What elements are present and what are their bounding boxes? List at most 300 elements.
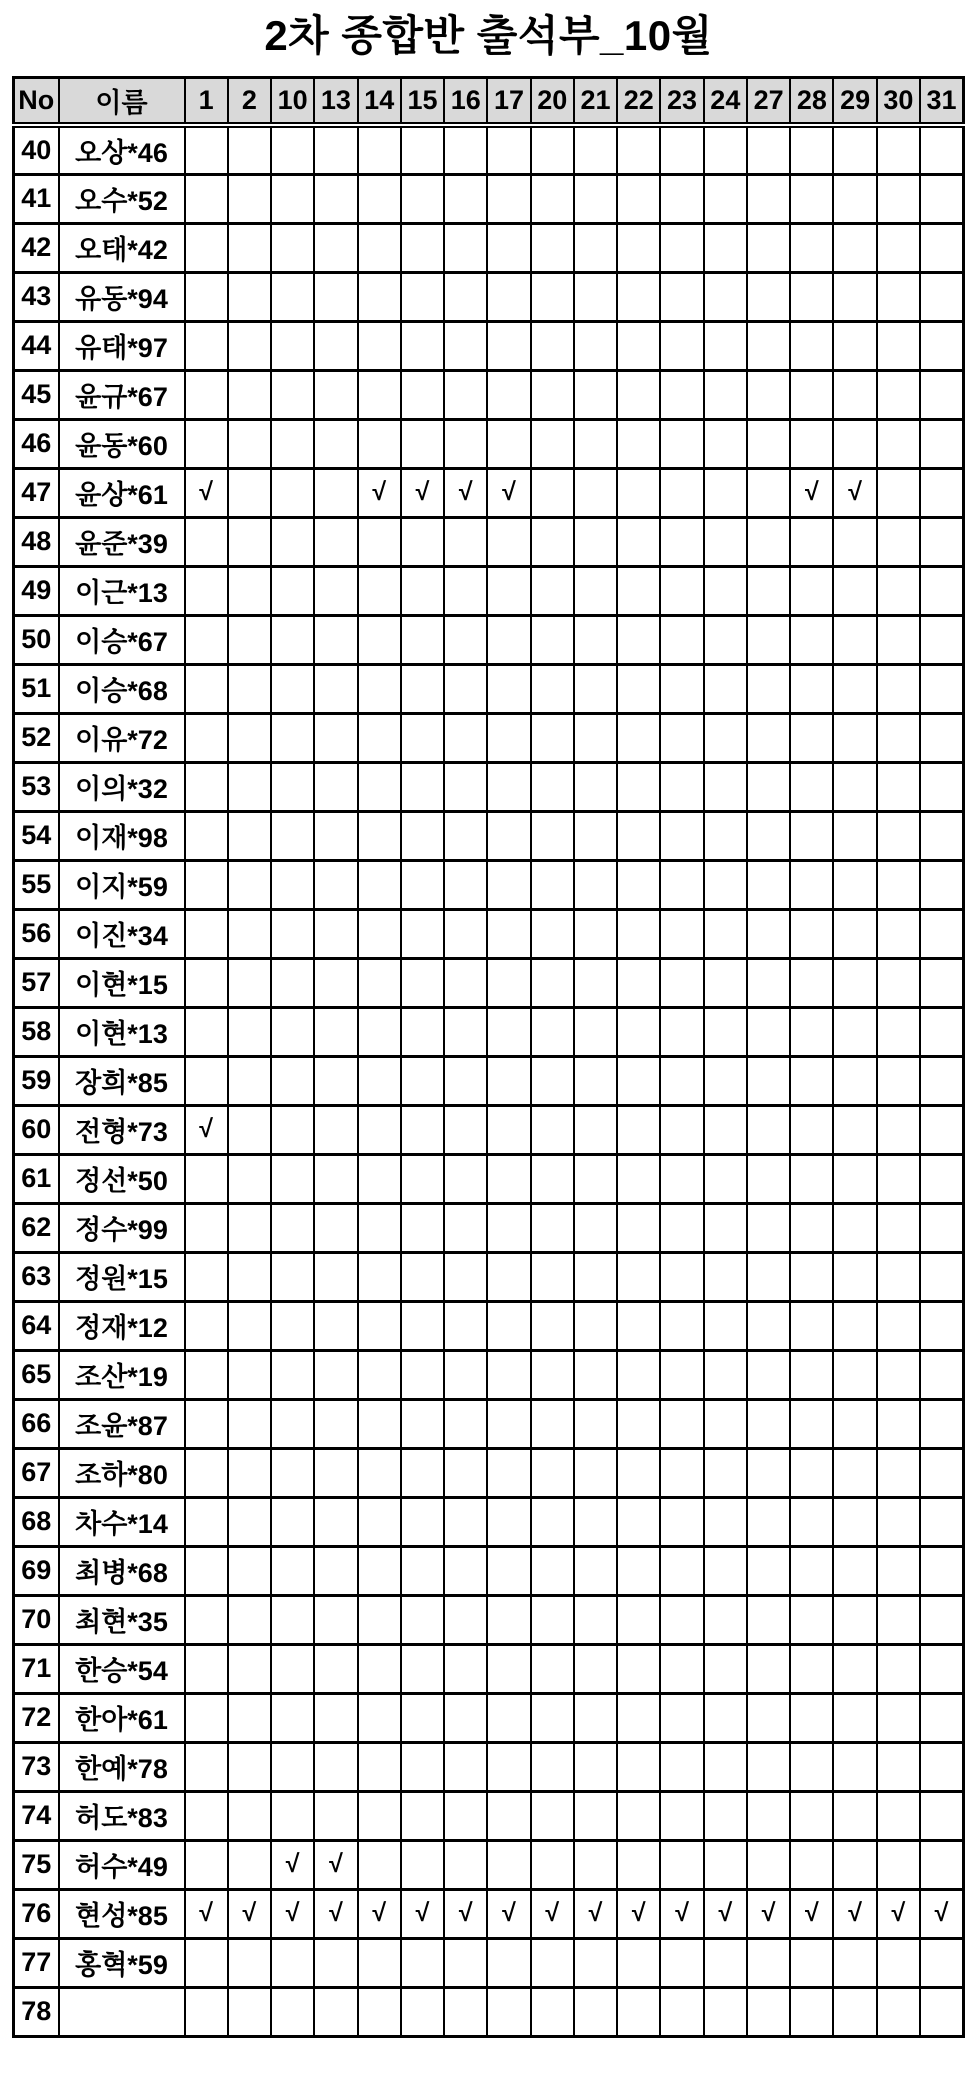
page-title: 2차 종합반 출석부_10월 <box>264 12 713 59</box>
attendance-empty-cell <box>185 1546 228 1595</box>
attendance-empty-cell <box>920 1007 963 1056</box>
attendance-empty-cell <box>185 811 228 860</box>
attendance-empty-cell <box>487 1350 530 1399</box>
attendance-empty-cell <box>358 958 401 1007</box>
attendance-empty-cell <box>574 1595 617 1644</box>
attendance-empty-cell <box>271 1056 314 1105</box>
attendance-empty-cell <box>401 1007 444 1056</box>
date-column-header: 1 <box>185 77 228 125</box>
table-row <box>14 1301 964 1350</box>
attendance-empty-cell <box>747 1742 790 1791</box>
attendance-empty-cell <box>660 1105 703 1154</box>
table-row <box>14 1791 964 1840</box>
table-row <box>14 1644 964 1693</box>
attendance-empty-cell <box>401 125 444 174</box>
attendance-empty-cell <box>704 1546 747 1595</box>
attendance-empty-cell <box>358 1203 401 1252</box>
attendance-empty-cell <box>877 909 920 958</box>
attendance-empty-cell <box>531 909 574 958</box>
attendance-check-mark: √ <box>704 1889 747 1938</box>
attendance-empty-cell <box>531 958 574 1007</box>
student-name-cell: 윤상*61 <box>59 468 185 517</box>
attendance-empty-cell <box>877 1399 920 1448</box>
attendance-empty-cell <box>444 664 487 713</box>
attendance-empty-cell <box>617 664 660 713</box>
student-name-cell: 이현*15 <box>59 958 185 1007</box>
attendance-empty-cell <box>185 419 228 468</box>
table-row <box>14 1938 964 1987</box>
attendance-empty-cell <box>747 1791 790 1840</box>
attendance-empty-cell <box>660 1497 703 1546</box>
attendance-empty-cell <box>358 664 401 713</box>
attendance-empty-cell <box>271 1154 314 1203</box>
date-column-header: 31 <box>920 77 963 125</box>
attendance-empty-cell <box>487 664 530 713</box>
attendance-empty-cell <box>401 370 444 419</box>
attendance-empty-cell <box>704 125 747 174</box>
attendance-empty-cell <box>228 811 271 860</box>
attendance-empty-cell <box>271 1497 314 1546</box>
attendance-empty-cell <box>747 909 790 958</box>
attendance-table-header <box>14 77 964 125</box>
attendance-empty-cell <box>401 713 444 762</box>
attendance-empty-cell <box>617 1595 660 1644</box>
student-name-cell: 이현*13 <box>59 1007 185 1056</box>
attendance-empty-cell <box>574 1497 617 1546</box>
attendance-empty-cell <box>228 762 271 811</box>
attendance-empty-cell <box>790 517 833 566</box>
attendance-empty-cell <box>444 566 487 615</box>
attendance-empty-cell <box>704 615 747 664</box>
attendance-check-mark: √ <box>358 1889 401 1938</box>
attendance-empty-cell <box>617 1203 660 1252</box>
attendance-empty-cell <box>271 370 314 419</box>
attendance-empty-cell <box>487 1938 530 1987</box>
attendance-empty-cell <box>228 1840 271 1889</box>
attendance-empty-cell <box>660 1448 703 1497</box>
attendance-empty-cell <box>271 1399 314 1448</box>
attendance-empty-cell <box>531 321 574 370</box>
attendance-empty-cell <box>704 223 747 272</box>
attendance-empty-cell <box>487 860 530 909</box>
table-row <box>14 174 964 223</box>
table-row <box>14 321 964 370</box>
attendance-empty-cell <box>228 174 271 223</box>
attendance-empty-cell <box>574 713 617 762</box>
attendance-empty-cell <box>704 860 747 909</box>
attendance-empty-cell <box>185 517 228 566</box>
attendance-empty-cell <box>660 1252 703 1301</box>
attendance-empty-cell <box>833 811 876 860</box>
row-number-cell: 48 <box>14 517 59 566</box>
table-row <box>14 566 964 615</box>
student-name-cell: 조산*19 <box>59 1350 185 1399</box>
attendance-empty-cell <box>877 1595 920 1644</box>
attendance-empty-cell <box>574 1546 617 1595</box>
attendance-empty-cell <box>314 1105 357 1154</box>
attendance-check-mark: √ <box>833 1889 876 1938</box>
attendance-empty-cell <box>185 713 228 762</box>
attendance-empty-cell <box>358 517 401 566</box>
attendance-check-mark: √ <box>401 468 444 517</box>
attendance-empty-cell <box>790 1203 833 1252</box>
attendance-empty-cell <box>660 1840 703 1889</box>
attendance-empty-cell <box>531 713 574 762</box>
attendance-empty-cell <box>185 1154 228 1203</box>
attendance-empty-cell <box>314 566 357 615</box>
table-row <box>14 1840 964 1889</box>
table-row <box>14 1056 964 1105</box>
date-column-header: 16 <box>444 77 487 125</box>
attendance-empty-cell <box>877 1742 920 1791</box>
attendance-empty-cell <box>574 321 617 370</box>
attendance-empty-cell <box>487 370 530 419</box>
attendance-check-mark: √ <box>487 1889 530 1938</box>
attendance-empty-cell <box>833 272 876 321</box>
table-row <box>14 1497 964 1546</box>
attendance-empty-cell <box>228 1742 271 1791</box>
attendance-empty-cell <box>401 321 444 370</box>
attendance-empty-cell <box>660 1742 703 1791</box>
attendance-empty-cell <box>185 1301 228 1350</box>
attendance-empty-cell <box>617 1007 660 1056</box>
attendance-empty-cell <box>877 223 920 272</box>
attendance-empty-cell <box>660 1350 703 1399</box>
attendance-empty-cell <box>833 909 876 958</box>
attendance-empty-cell <box>920 272 963 321</box>
table-row <box>14 1889 964 1938</box>
attendance-empty-cell <box>531 125 574 174</box>
row-number-cell: 49 <box>14 566 59 615</box>
attendance-empty-cell <box>704 1595 747 1644</box>
attendance-empty-cell <box>877 419 920 468</box>
attendance-empty-cell <box>877 1693 920 1742</box>
attendance-empty-cell <box>747 1448 790 1497</box>
student-name-cell: 현성*85 <box>59 1889 185 1938</box>
attendance-empty-cell <box>228 517 271 566</box>
attendance-empty-cell <box>444 321 487 370</box>
attendance-empty-cell <box>704 958 747 1007</box>
attendance-empty-cell <box>271 1301 314 1350</box>
attendance-empty-cell <box>790 1546 833 1595</box>
attendance-empty-cell <box>487 615 530 664</box>
attendance-empty-cell <box>271 615 314 664</box>
attendance-check-mark: √ <box>271 1889 314 1938</box>
attendance-empty-cell <box>185 664 228 713</box>
attendance-empty-cell <box>401 1350 444 1399</box>
attendance-empty-cell <box>271 272 314 321</box>
attendance-empty-cell <box>185 223 228 272</box>
attendance-empty-cell <box>920 1497 963 1546</box>
attendance-empty-cell <box>531 615 574 664</box>
attendance-empty-cell <box>747 1987 790 2036</box>
row-number-cell: 59 <box>14 1056 59 1105</box>
row-number-cell: 66 <box>14 1399 59 1448</box>
attendance-empty-cell <box>487 1105 530 1154</box>
attendance-empty-cell <box>833 517 876 566</box>
table-row <box>14 370 964 419</box>
attendance-empty-cell <box>574 1154 617 1203</box>
attendance-empty-cell <box>704 1693 747 1742</box>
row-number-cell: 57 <box>14 958 59 1007</box>
attendance-empty-cell <box>487 1448 530 1497</box>
attendance-empty-cell <box>704 1497 747 1546</box>
attendance-empty-cell <box>833 1938 876 1987</box>
attendance-empty-cell <box>833 1203 876 1252</box>
attendance-empty-cell <box>185 370 228 419</box>
attendance-empty-cell <box>531 1546 574 1595</box>
attendance-empty-cell <box>920 321 963 370</box>
attendance-empty-cell <box>747 713 790 762</box>
attendance-empty-cell <box>920 1056 963 1105</box>
attendance-empty-cell <box>877 615 920 664</box>
row-number-cell: 72 <box>14 1693 59 1742</box>
attendance-empty-cell <box>487 958 530 1007</box>
attendance-empty-cell <box>185 1644 228 1693</box>
attendance-check-mark: √ <box>401 1889 444 1938</box>
attendance-empty-cell <box>185 909 228 958</box>
attendance-empty-cell <box>704 1448 747 1497</box>
attendance-empty-cell <box>444 1252 487 1301</box>
table-row <box>14 1595 964 1644</box>
attendance-empty-cell <box>660 1987 703 2036</box>
attendance-empty-cell <box>401 1546 444 1595</box>
row-number-cell: 43 <box>14 272 59 321</box>
attendance-empty-cell <box>790 1644 833 1693</box>
attendance-empty-cell <box>877 860 920 909</box>
attendance-empty-cell <box>747 1203 790 1252</box>
attendance-empty-cell <box>228 1350 271 1399</box>
attendance-empty-cell <box>660 174 703 223</box>
attendance-empty-cell <box>920 1938 963 1987</box>
attendance-empty-cell <box>358 762 401 811</box>
attendance-empty-cell <box>531 1056 574 1105</box>
attendance-empty-cell <box>314 1007 357 1056</box>
attendance-check-mark: √ <box>185 468 228 517</box>
attendance-empty-cell <box>833 174 876 223</box>
attendance-empty-cell <box>660 1301 703 1350</box>
attendance-empty-cell <box>747 860 790 909</box>
attendance-check-mark: √ <box>531 1889 574 1938</box>
attendance-empty-cell <box>747 762 790 811</box>
attendance-empty-cell <box>833 1840 876 1889</box>
attendance-empty-cell <box>487 272 530 321</box>
attendance-empty-cell <box>920 1987 963 2036</box>
attendance-check-mark: √ <box>790 468 833 517</box>
attendance-empty-cell <box>877 1105 920 1154</box>
attendance-empty-cell <box>444 1350 487 1399</box>
attendance-empty-cell <box>271 468 314 517</box>
attendance-empty-cell <box>314 1056 357 1105</box>
attendance-empty-cell <box>574 1056 617 1105</box>
attendance-empty-cell <box>487 811 530 860</box>
row-number-cell: 56 <box>14 909 59 958</box>
attendance-empty-cell <box>660 272 703 321</box>
attendance-empty-cell <box>833 1399 876 1448</box>
attendance-empty-cell <box>228 615 271 664</box>
attendance-empty-cell <box>920 909 963 958</box>
table-row <box>14 1399 964 1448</box>
attendance-empty-cell <box>358 419 401 468</box>
attendance-empty-cell <box>747 1840 790 1889</box>
attendance-empty-cell <box>314 762 357 811</box>
attendance-empty-cell <box>401 566 444 615</box>
attendance-empty-cell <box>574 223 617 272</box>
attendance-empty-cell <box>833 1693 876 1742</box>
date-column-header: 14 <box>358 77 401 125</box>
attendance-empty-cell <box>228 1056 271 1105</box>
attendance-empty-cell <box>877 1644 920 1693</box>
attendance-empty-cell <box>704 811 747 860</box>
attendance-empty-cell <box>747 468 790 517</box>
date-column-header: 24 <box>704 77 747 125</box>
row-number-cell: 41 <box>14 174 59 223</box>
attendance-empty-cell <box>833 370 876 419</box>
date-column-header: 13 <box>314 77 357 125</box>
attendance-check-mark: √ <box>185 1889 228 1938</box>
attendance-empty-cell <box>877 468 920 517</box>
attendance-empty-cell <box>877 370 920 419</box>
row-number-cell: 78 <box>14 1987 59 2036</box>
attendance-empty-cell <box>444 1203 487 1252</box>
attendance-empty-cell <box>704 1105 747 1154</box>
attendance-empty-cell <box>358 1840 401 1889</box>
date-column-header: 23 <box>660 77 703 125</box>
attendance-check-mark: √ <box>747 1889 790 1938</box>
attendance-empty-cell <box>358 1987 401 2036</box>
attendance-empty-cell <box>617 860 660 909</box>
attendance-empty-cell <box>358 713 401 762</box>
attendance-empty-cell <box>228 1399 271 1448</box>
attendance-empty-cell <box>314 272 357 321</box>
attendance-empty-cell <box>704 174 747 223</box>
header-row <box>14 77 964 125</box>
attendance-empty-cell <box>660 860 703 909</box>
attendance-empty-cell <box>444 1595 487 1644</box>
attendance-empty-cell <box>358 1595 401 1644</box>
attendance-empty-cell <box>574 370 617 419</box>
attendance-empty-cell <box>833 1154 876 1203</box>
student-name-cell: 장희*85 <box>59 1056 185 1105</box>
attendance-empty-cell <box>747 566 790 615</box>
attendance-empty-cell <box>833 1546 876 1595</box>
row-number-cell: 63 <box>14 1252 59 1301</box>
attendance-empty-cell <box>358 1350 401 1399</box>
row-number-cell: 51 <box>14 664 59 713</box>
attendance-empty-cell <box>444 1056 487 1105</box>
attendance-empty-cell <box>401 1938 444 1987</box>
date-column-header: 15 <box>401 77 444 125</box>
attendance-empty-cell <box>531 1448 574 1497</box>
attendance-empty-cell <box>271 1987 314 2036</box>
attendance-empty-cell <box>271 1252 314 1301</box>
attendance-empty-cell <box>487 1007 530 1056</box>
attendance-empty-cell <box>401 1742 444 1791</box>
attendance-empty-cell <box>617 958 660 1007</box>
attendance-empty-cell <box>444 811 487 860</box>
row-number-cell: 52 <box>14 713 59 762</box>
attendance-empty-cell <box>704 762 747 811</box>
date-column-header: 22 <box>617 77 660 125</box>
attendance-empty-cell <box>228 468 271 517</box>
attendance-empty-cell <box>401 517 444 566</box>
attendance-empty-cell <box>877 1350 920 1399</box>
attendance-empty-cell <box>314 223 357 272</box>
attendance-empty-cell <box>531 1350 574 1399</box>
attendance-empty-cell <box>358 370 401 419</box>
attendance-empty-cell <box>531 1987 574 2036</box>
attendance-empty-cell <box>833 615 876 664</box>
student-name-cell: 허도*83 <box>59 1791 185 1840</box>
attendance-empty-cell <box>877 174 920 223</box>
attendance-empty-cell <box>228 958 271 1007</box>
attendance-empty-cell <box>574 1105 617 1154</box>
attendance-empty-cell <box>314 958 357 1007</box>
attendance-empty-cell <box>833 1350 876 1399</box>
attendance-empty-cell <box>358 860 401 909</box>
attendance-empty-cell <box>487 1056 530 1105</box>
attendance-empty-cell <box>660 468 703 517</box>
attendance-empty-cell <box>747 1301 790 1350</box>
attendance-empty-cell <box>444 713 487 762</box>
attendance-empty-cell <box>747 664 790 713</box>
attendance-empty-cell <box>617 566 660 615</box>
table-row <box>14 615 964 664</box>
attendance-empty-cell <box>574 1448 617 1497</box>
attendance-empty-cell <box>574 1938 617 1987</box>
attendance-empty-cell <box>531 1399 574 1448</box>
attendance-empty-cell <box>660 811 703 860</box>
attendance-empty-cell <box>574 1791 617 1840</box>
attendance-empty-cell <box>314 1399 357 1448</box>
row-number-cell: 61 <box>14 1154 59 1203</box>
table-row <box>14 1203 964 1252</box>
attendance-empty-cell <box>920 1252 963 1301</box>
attendance-empty-cell <box>747 1154 790 1203</box>
row-number-cell: 55 <box>14 860 59 909</box>
student-name-cell: 이승*68 <box>59 664 185 713</box>
attendance-empty-cell <box>271 1007 314 1056</box>
date-column-header: 10 <box>271 77 314 125</box>
table-row <box>14 958 964 1007</box>
attendance-empty-cell <box>314 1448 357 1497</box>
row-number-cell: 77 <box>14 1938 59 1987</box>
table-row <box>14 1693 964 1742</box>
attendance-empty-cell <box>790 1938 833 1987</box>
attendance-empty-cell <box>358 1301 401 1350</box>
attendance-empty-cell <box>185 1399 228 1448</box>
attendance-empty-cell <box>920 860 963 909</box>
attendance-empty-cell <box>358 272 401 321</box>
attendance-empty-cell <box>228 1301 271 1350</box>
attendance-check-mark: √ <box>790 1889 833 1938</box>
attendance-empty-cell <box>747 615 790 664</box>
attendance-empty-cell <box>747 125 790 174</box>
student-name-cell: 한예*78 <box>59 1742 185 1791</box>
row-number-cell: 75 <box>14 1840 59 1889</box>
attendance-empty-cell <box>444 1644 487 1693</box>
attendance-empty-cell <box>444 909 487 958</box>
attendance-empty-cell <box>487 1301 530 1350</box>
attendance-empty-cell <box>358 321 401 370</box>
attendance-empty-cell <box>617 1644 660 1693</box>
attendance-empty-cell <box>228 566 271 615</box>
attendance-empty-cell <box>704 1007 747 1056</box>
attendance-empty-cell <box>877 1497 920 1546</box>
attendance-empty-cell <box>574 272 617 321</box>
attendance-empty-cell <box>704 664 747 713</box>
attendance-empty-cell <box>660 1546 703 1595</box>
